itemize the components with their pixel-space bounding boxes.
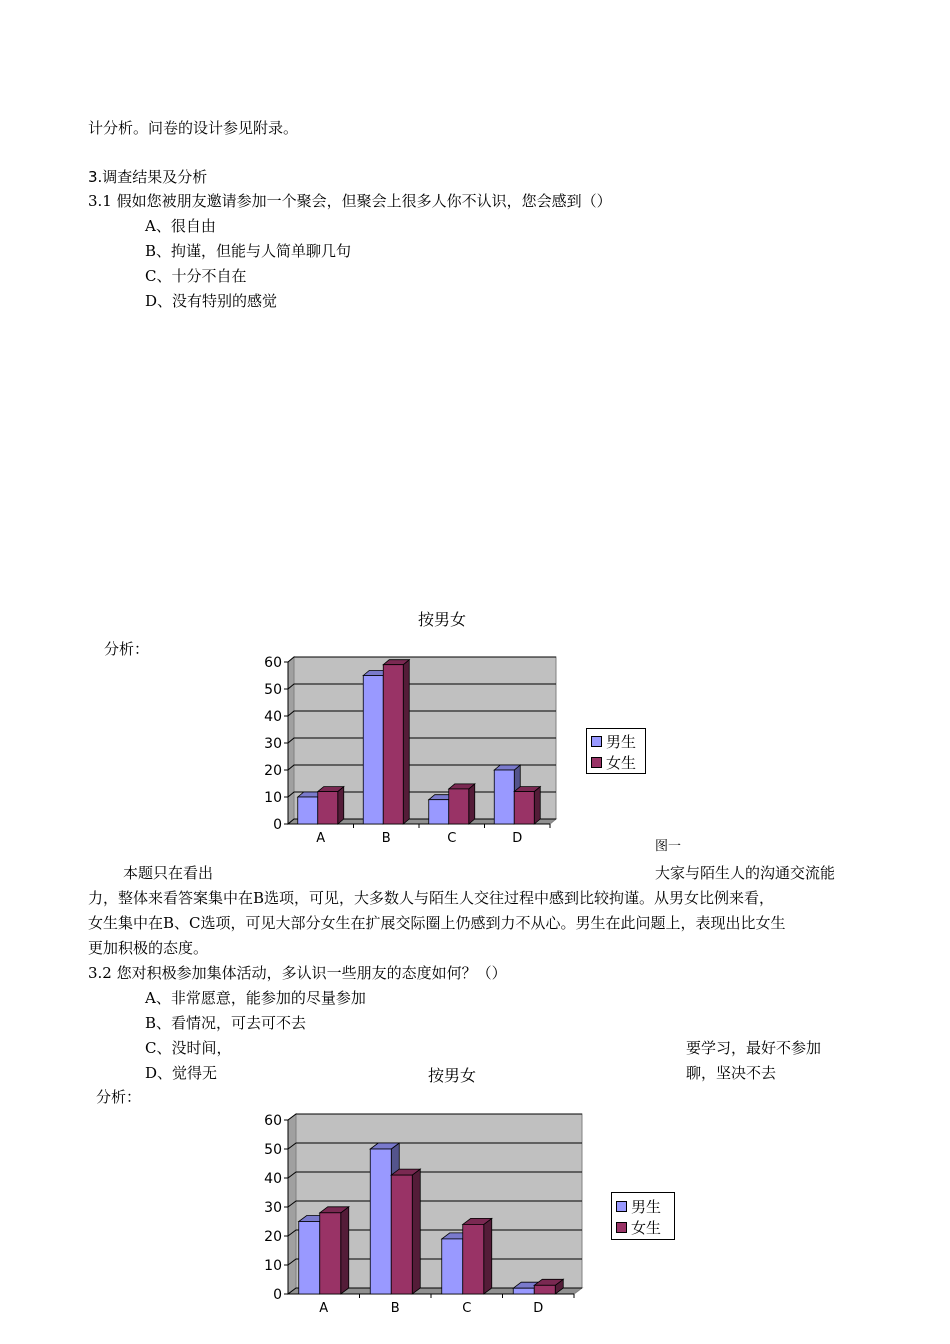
y-tick-label: 60 — [264, 655, 282, 671]
q2-option-b: B、看情况，可去可不去 — [145, 1014, 307, 1032]
bar-女生-A — [320, 1213, 341, 1294]
q1-option-c: C、十分不自在 — [145, 267, 247, 285]
bar-side — [341, 1207, 349, 1294]
bar-side — [484, 1218, 492, 1294]
bar-男生-C — [429, 800, 449, 824]
q2-option-d-tail: 聊，坚决不去 — [686, 1064, 777, 1082]
y-tick-label: 20 — [264, 763, 282, 779]
q1-paragraph-start: 本题只在看出 — [123, 864, 214, 882]
q2-option-c: C、没时间， — [145, 1039, 232, 1057]
y-tick-label: 30 — [264, 736, 282, 752]
chart-2 — [255, 1108, 595, 1333]
q1-option-a: A、很自由 — [145, 217, 216, 235]
legend-female-label: 女生 — [606, 753, 637, 772]
bar-side — [403, 660, 409, 824]
legend-male-swatch — [616, 1201, 627, 1212]
bar-男生-A — [299, 1222, 320, 1295]
bar-side — [469, 784, 475, 824]
legend-female-swatch — [616, 1222, 627, 1233]
q2-option-d: D、觉得无 — [145, 1064, 218, 1082]
q1-paragraph-line-1: 力，整体来看答案集中在B选项，可见，大多数人与陌生人交往过程中感到比较拘谨。从男女比例来看， — [88, 889, 775, 907]
y-tick-label: 50 — [264, 682, 282, 698]
x-tick-label: A — [319, 1301, 329, 1316]
chart-1-title: 按男女 — [418, 610, 467, 629]
bar-女生-C — [463, 1224, 484, 1294]
y-tick-label: 50 — [264, 1142, 282, 1158]
legend-male-label: 男生 — [631, 1197, 662, 1216]
bar-男生-B — [370, 1149, 391, 1294]
y-tick-label: 40 — [264, 709, 282, 725]
bar-男生-A — [298, 797, 318, 824]
bar-女生-B — [391, 1175, 412, 1294]
question-1: 3.1 假如您被朋友邀请参加一个聚会，但聚会上很多人你不认识，您会感到（） — [88, 192, 612, 210]
intro-line: 计分析。问卷的设计参见附录。 — [88, 119, 299, 137]
bar-男生-D — [513, 1288, 534, 1294]
bar-side — [534, 787, 540, 824]
y-tick-label: 0 — [273, 817, 282, 833]
section-heading: 3.调查结果及分析 — [88, 168, 208, 186]
x-tick-label: D — [533, 1301, 544, 1316]
y-tick-label: 0 — [273, 1287, 282, 1303]
bar-女生-B — [383, 665, 403, 824]
chart-2-title: 按男女 — [428, 1066, 477, 1085]
q1-paragraph-line-3: 更加积极的态度。 — [88, 939, 209, 957]
bar-side — [338, 787, 344, 824]
bar-side — [412, 1169, 420, 1294]
legend-female-label: 女生 — [631, 1218, 662, 1237]
q1-paragraph-line-2: 女生集中在B、C选项，可见大部分女生在扩展交际圈上仍感到力不从心。男生在此问题上，表现出比女生 — [88, 914, 786, 932]
bar-女生-D — [534, 1285, 555, 1294]
q2-analysis-label: 分析： — [96, 1088, 142, 1106]
figure-caption: 图一 — [655, 839, 682, 854]
x-tick-label: C — [462, 1301, 472, 1316]
legend-male-label: 男生 — [606, 732, 637, 751]
q1-analysis-label: 分析： — [104, 640, 150, 658]
bar-女生-C — [449, 789, 469, 824]
chart-1 — [260, 650, 580, 850]
x-tick-label: D — [512, 831, 523, 846]
y-tick-label: 10 — [264, 1258, 282, 1274]
y-tick-label: 30 — [264, 1200, 282, 1216]
bar-女生-D — [514, 792, 534, 824]
q2-option-a: A、非常愿意，能参加的尽量参加 — [145, 989, 366, 1007]
q2-option-c-tail: 要学习，最好不参加 — [686, 1039, 822, 1057]
y-tick-label: 20 — [264, 1229, 282, 1245]
x-tick-label: B — [390, 1301, 400, 1316]
y-tick-label: 60 — [264, 1113, 282, 1129]
question-2: 3.2 您对积极参加集体活动，多认识一些朋友的态度如何？（） — [88, 964, 507, 982]
x-tick-label: C — [447, 831, 457, 846]
legend-male-swatch — [591, 736, 602, 747]
bar-男生-C — [442, 1239, 463, 1294]
q1-option-b: B、拘谨，但能与人简单聊几句 — [145, 242, 352, 260]
bar-女生-A — [318, 792, 338, 824]
bar-男生-D — [494, 770, 514, 824]
x-tick-label: B — [381, 831, 391, 846]
chart-1-legend — [586, 728, 646, 774]
q1-option-d: D、没有特别的感觉 — [145, 292, 278, 310]
q1-paragraph-end: 大家与陌生人的沟通交流能 — [655, 864, 836, 882]
legend-female-swatch — [591, 757, 602, 768]
y-tick-label: 10 — [264, 790, 282, 806]
x-tick-label: A — [316, 831, 326, 846]
bar-男生-B — [363, 676, 383, 825]
chart-2-legend — [611, 1192, 675, 1240]
y-tick-label: 40 — [264, 1171, 282, 1187]
